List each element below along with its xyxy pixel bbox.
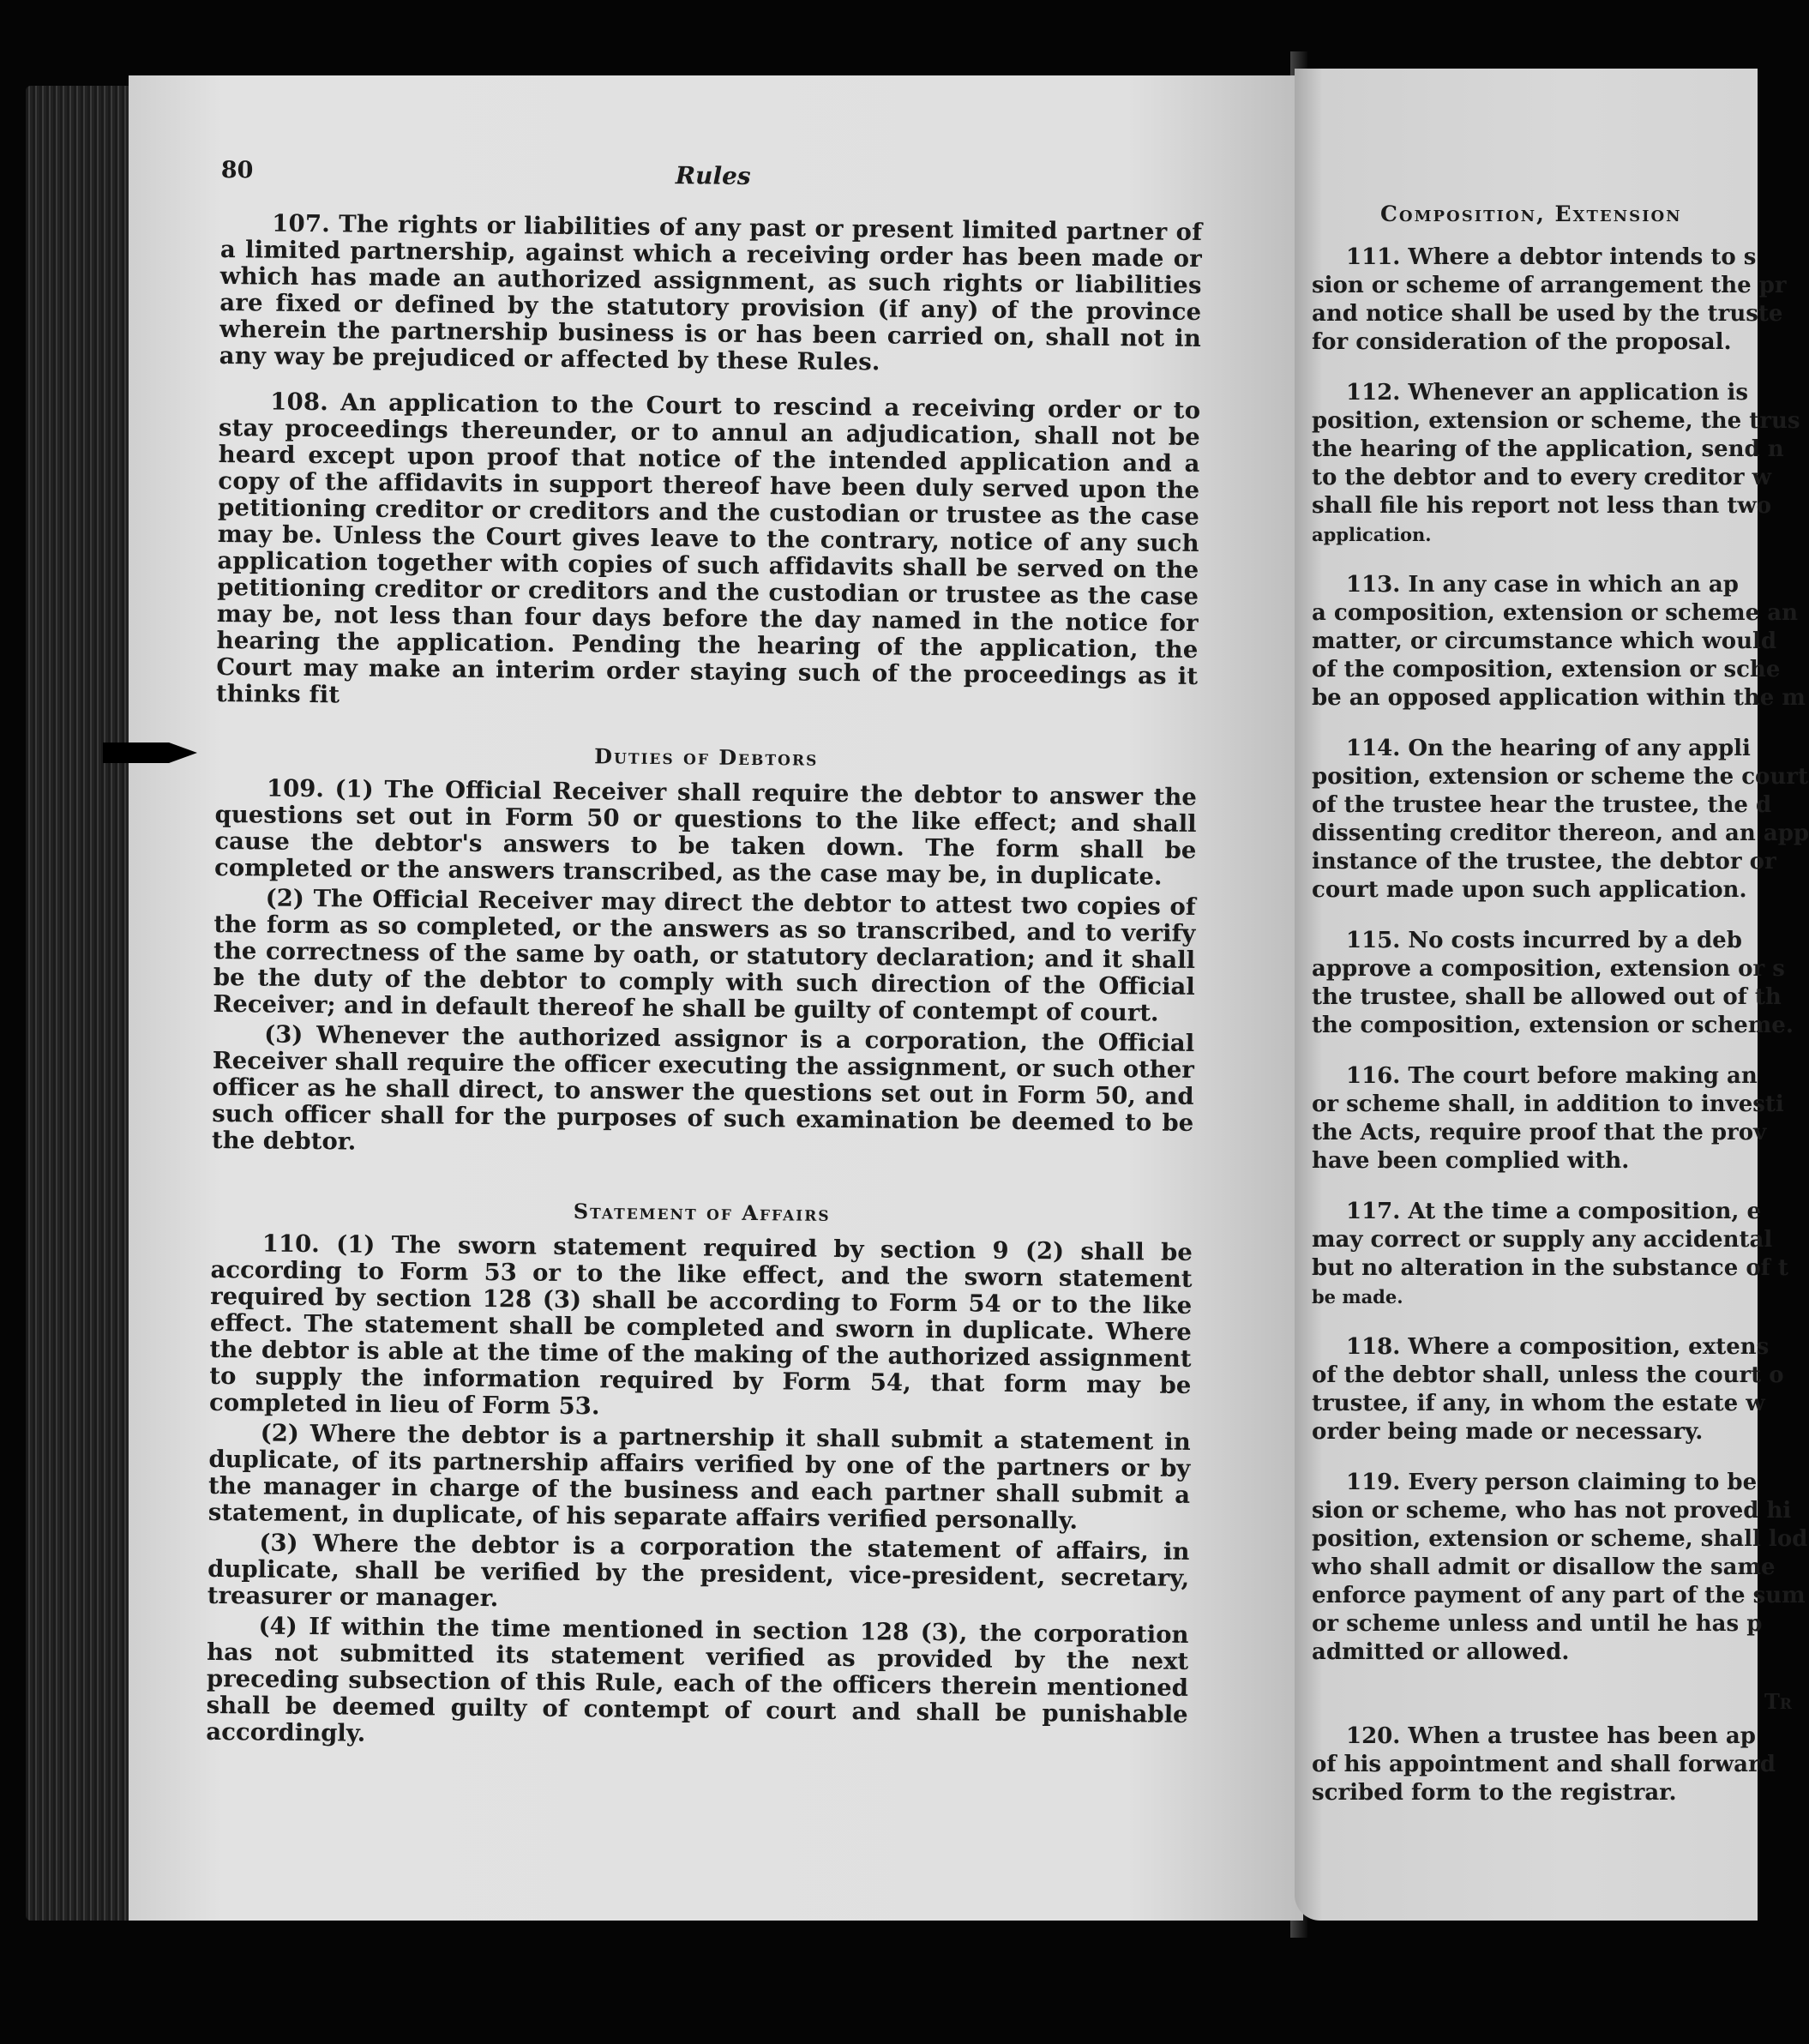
rule-118: [1312, 1333, 1792, 1446]
text-line: the composition, extension or scheme.: [1312, 1013, 1794, 1038]
heading-duties-of-debtors: Duties of Debtors: [594, 743, 819, 771]
text-line: for consideration of the proposal.: [1312, 329, 1732, 355]
rule-117: [1312, 1198, 1792, 1311]
rule-119: [1312, 1469, 1808, 1667]
text-line: 114. On the hearing of any appli: [1346, 736, 1751, 761]
text-line: 118. Where a composition, extens: [1346, 1334, 1770, 1360]
text-line: sion or scheme, who has not proved hi: [1312, 1498, 1792, 1524]
text-line: or scheme unless and until he has p: [1312, 1611, 1763, 1637]
right-page: [1295, 69, 1809, 1921]
left-page: [129, 75, 1303, 1921]
text-line: be made.: [1312, 1286, 1403, 1308]
rule-110-2: (2) Where the debtor is a partnership it shall submit a statement in duplicate, of its partnership affairs verified by one of the partners or by the manager in charge of the business and each partner shall submit a statement, in duplicate, of his separate affairs verified personally.: [207, 1419, 1191, 1535]
text-line: be an opposed application within the m: [1312, 685, 1806, 711]
rule-110-4: (4) If within the time mentioned in section 128 (3), the corporation has not submitted its statement verified as provided by the next preceding subsection of this Rule, each of the officers therein mentioned shall be deemed guilty of contempt of court and shall be punishable accordingly.: [206, 1612, 1189, 1747]
text-line: position, extension or scheme the court: [1312, 764, 1808, 790]
text-line: 116. The court before making an: [1346, 1063, 1758, 1089]
text-line: 113. In any case in which an ap: [1346, 572, 1739, 598]
right-page-text: [1312, 201, 1809, 1830]
running-head: [221, 157, 1203, 206]
text-line: of the debtor shall, unless the court o: [1312, 1362, 1784, 1388]
text-line: 119. Every person claiming to be: [1346, 1470, 1758, 1495]
text-line: to the debtor and to every creditor w: [1312, 465, 1771, 490]
text-line: admitted or allowed.: [1312, 1639, 1570, 1665]
rule-108: 108. An application to the Court to rescind a receiving order or to stay proceedings thereunder, or to annul an adjudication, shall not be heard except upon proof that notice of the intended application and a copy of the affidavits in support thereof have been duly served upon the petitioning creditor or creditors and the custodian or trustee as the case may be. Unless the Court gives leave to the contrary, notice of any such application together with copies of such affidavits shall be served on the petitioning creditor or creditors and the custodian or trustee as the case may be, not less than four days before the day named in the notice for hearing the application. Pending the hearing of the application, the Court may make an interim order staying such of the proceedings as it thinks fit: [215, 388, 1201, 709]
rule-113: [1312, 571, 1806, 712]
text-line: a composition, extension or scheme an: [1312, 600, 1799, 626]
text-line: instance of the trustee, the debtor or: [1312, 849, 1776, 875]
page-number: 80: [220, 157, 254, 184]
text-line: enforce payment of any part of the sum: [1312, 1583, 1806, 1608]
text-line: of the trustee hear the trustee, the d: [1312, 792, 1772, 818]
rule-115: [1312, 927, 1792, 1040]
text-line: the trustee, shall be allowed out of th: [1312, 984, 1782, 1010]
text-line: and notice shall be used by the truste: [1312, 301, 1783, 327]
text-line: application.: [1312, 524, 1432, 545]
text-line: sion or scheme of arrangement the pr: [1312, 273, 1787, 298]
text-line: 120. When a trustee has been ap: [1346, 1723, 1756, 1749]
text-line: scribed form to the registrar.: [1312, 1780, 1677, 1806]
text-line: matter, or circumstance which would: [1312, 628, 1777, 654]
rule-110-3: (3) Where the debtor is a corporation the statement of affairs, in duplicate, shall be verified by the president, vice-president, secretary, treasurer or manager.: [207, 1529, 1190, 1613]
right-running-head: Composition, Extension: [1380, 201, 1682, 226]
text-line: 112. Whenever an application is: [1346, 380, 1749, 406]
rule-107: 107. The rights or liabilities of any past or present limited partner of a limited partnership, against which a receiving order has been made or which has made an authorized assignment, as such rights or liabilities are fixed or defined by the statutory provision (if any) of the province wherein the partnership business is or has been carried on, shall not in any way be prejudiced or affected by these Rules.: [219, 209, 1203, 376]
heading-statement-of-affairs: Statement of Affairs: [573, 1199, 831, 1226]
rule-109-1: 109. (1) The Official Receiver shall require the debtor to answer the questions set out in Form 50 or questions to the like effect; and shall cause the debtor's answers to be taken down. The form shall be completed or the answers transcribed, as the case may be, in duplicate.: [213, 774, 1198, 891]
text-line: who shall admit or disallow the same: [1312, 1554, 1776, 1580]
rule-109-2: (2) The Official Receiver may direct the debtor to attest two copies of the form as so completed, or the answers as so transcribed, and to verify the correctness of the same by oath, or statutory declaration; and it shall be the duty of the debtor to comply with such direction of the Official Receiver; and in default thereof he shall be guilty of contempt of court.: [213, 884, 1196, 1027]
rule-120: [1312, 1722, 1792, 1807]
rule-116: [1312, 1062, 1792, 1175]
text-line: approve a composition, extension or s: [1312, 956, 1785, 982]
text-line: of his appointment and shall forward: [1312, 1752, 1776, 1777]
left-page-text: [206, 157, 1203, 1758]
text-line: the hearing of the application, send n: [1312, 436, 1784, 462]
text-line: may correct or supply any accidental: [1312, 1227, 1773, 1253]
text-line: trustee, if any, in whom the estate w: [1312, 1391, 1765, 1416]
text-line: dissenting creditor thereon, and an app: [1312, 821, 1809, 846]
rule-111: [1312, 243, 1792, 357]
book-page-edges: [26, 86, 137, 1921]
text-line: but no alteration in the substance of t: [1312, 1255, 1788, 1281]
text-line: position, extension or scheme, shall lod: [1312, 1526, 1808, 1552]
text-line: have been complied with.: [1312, 1148, 1630, 1174]
text-line: or scheme shall, in addition to investi: [1312, 1091, 1784, 1117]
text-line: order being made or necessary.: [1312, 1419, 1704, 1445]
text-line: court made upon such application.: [1312, 877, 1747, 903]
text-line: 115. No costs incurred by a deb: [1346, 928, 1742, 953]
rule-114: [1312, 735, 1809, 905]
running-title: Rules: [675, 161, 751, 190]
section-heading-partial: Tr: [1764, 1689, 1792, 1714]
rule-110-1: 110. (1) The sworn statement required by section 9 (2) shall be according to Form 53 or to the like effect, and the sworn statement required by section 128 (3) shall be according to Form 54 or to the like effect. The statement shall be completed and sworn in duplicate. Where the debtor is able at the time of the making of the authorized assignment to supply the information required by Form 54, that form may be completed in lieu of Form 53.: [208, 1229, 1193, 1421]
text-line: shall file his report not less than two: [1312, 493, 1772, 519]
rule-109-3: (3) Whenever the authorized assignor is a corporation, the Official Receiver shall require the officer executing the assignment, or such other officer as he shall direct, to answer the questions set out in Form 50, and such officer shall for the purposes of such examination be deemed to be the debtor.: [211, 1020, 1195, 1156]
rule-112: [1312, 379, 1800, 549]
text-line: the Acts, require proof that the prov: [1312, 1120, 1767, 1145]
text-line: 111. Where a debtor intends to s: [1346, 244, 1757, 270]
text-line: position, extension or scheme, the trus: [1312, 408, 1800, 434]
text-line: 117. At the time a composition, e: [1346, 1199, 1762, 1224]
text-line: of the composition, extension or sche: [1312, 657, 1781, 682]
